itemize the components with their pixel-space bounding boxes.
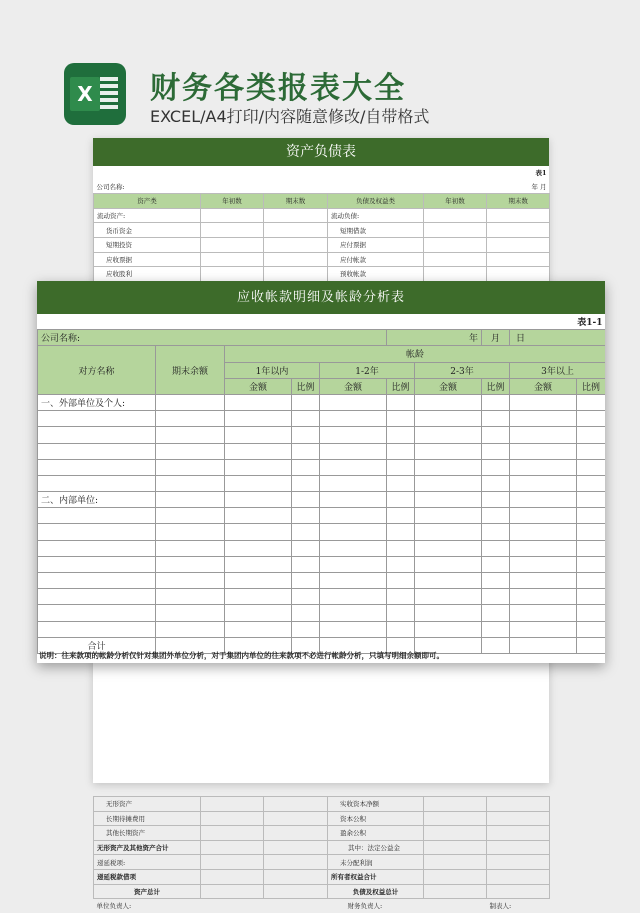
cell[interactable] — [320, 605, 387, 621]
cell[interactable] — [38, 621, 156, 637]
cell[interactable] — [387, 508, 415, 524]
cell[interactable] — [424, 826, 487, 841]
cell-label: 短期投资 — [94, 237, 201, 252]
cell[interactable] — [225, 605, 292, 621]
finance-head-label: 财务负责人: — [347, 902, 383, 911]
cell-label: 应付帐款 — [328, 252, 424, 267]
cell[interactable] — [415, 394, 482, 410]
section-label: 二、内部单位: — [38, 492, 156, 508]
cell[interactable] — [292, 508, 320, 524]
cell[interactable] — [264, 840, 328, 855]
cell[interactable] — [487, 223, 550, 238]
table-row — [38, 475, 606, 491]
cell[interactable] — [292, 524, 320, 540]
cell[interactable] — [577, 573, 606, 589]
cell[interactable] — [510, 589, 577, 605]
cell[interactable] — [577, 556, 606, 572]
cell[interactable] — [482, 394, 510, 410]
table-row — [94, 869, 550, 884]
cell[interactable] — [264, 884, 328, 899]
preparer-label: 制表人: — [489, 902, 512, 911]
cell[interactable] — [156, 508, 225, 524]
cell[interactable] — [38, 605, 156, 621]
cell-label: 资产总计 — [94, 884, 201, 899]
cell[interactable] — [424, 267, 487, 282]
cell[interactable] — [201, 826, 264, 841]
cell[interactable] — [510, 573, 577, 589]
cell[interactable] — [264, 223, 328, 238]
cell[interactable] — [387, 540, 415, 556]
cell[interactable] — [510, 605, 577, 621]
table-row — [38, 459, 606, 475]
table-row — [94, 855, 550, 870]
cell[interactable] — [387, 556, 415, 572]
cell-label: 其中：法定公益金 — [328, 840, 424, 855]
cell[interactable] — [225, 524, 292, 540]
column-header-balance: 期末余额 — [156, 346, 225, 395]
cell[interactable] — [415, 621, 482, 637]
ratio-header: 比例 — [482, 378, 510, 394]
table-row — [38, 621, 606, 637]
cell[interactable] — [387, 443, 415, 459]
cell[interactable] — [225, 394, 292, 410]
cell[interactable] — [577, 427, 606, 443]
cell[interactable] — [156, 475, 225, 491]
cell[interactable] — [415, 508, 482, 524]
cell[interactable] — [387, 475, 415, 491]
cell[interactable] — [225, 540, 292, 556]
cell[interactable] — [156, 524, 225, 540]
period-header: 1年以内 — [225, 362, 320, 378]
cell[interactable] — [225, 411, 292, 427]
cell-label: 未分配利润 — [328, 855, 424, 870]
amount-header: 金额 — [225, 378, 292, 394]
cell[interactable] — [510, 459, 577, 475]
cell[interactable] — [415, 540, 482, 556]
cell[interactable] — [225, 492, 292, 508]
cell[interactable] — [482, 605, 510, 621]
cell[interactable] — [487, 826, 550, 841]
table-row — [38, 492, 606, 508]
cell-label: 无形资产及其他资产合计 — [94, 840, 201, 855]
cell[interactable] — [320, 540, 387, 556]
cell[interactable] — [320, 459, 387, 475]
cell[interactable] — [577, 540, 606, 556]
cell-label: 应收股利 — [94, 267, 201, 282]
cell[interactable] — [292, 556, 320, 572]
cell[interactable] — [415, 459, 482, 475]
cell[interactable] — [487, 237, 550, 252]
column-header: 年初数 — [201, 194, 264, 209]
cell[interactable] — [264, 797, 328, 812]
amount-header: 金额 — [415, 378, 482, 394]
cell[interactable] — [415, 556, 482, 572]
cell[interactable] — [225, 443, 292, 459]
cell[interactable] — [415, 427, 482, 443]
cell[interactable] — [482, 427, 510, 443]
total-label: 合计 — [38, 637, 156, 653]
period-header: 2-3年 — [415, 362, 510, 378]
table-row — [38, 605, 606, 621]
cell[interactable] — [577, 524, 606, 540]
cell[interactable] — [156, 394, 225, 410]
cell-label: 预收帐款 — [328, 267, 424, 282]
cell[interactable] — [38, 475, 156, 491]
cell[interactable] — [387, 524, 415, 540]
cell[interactable] — [424, 252, 487, 267]
table-row — [38, 573, 606, 589]
cell-label: 流动负债: — [328, 208, 424, 223]
cell[interactable] — [320, 556, 387, 572]
cell[interactable] — [510, 637, 577, 653]
cell[interactable] — [156, 540, 225, 556]
cell[interactable] — [415, 605, 482, 621]
cell[interactable] — [38, 459, 156, 475]
cell[interactable] — [577, 394, 606, 410]
cell[interactable] — [510, 492, 577, 508]
aging-note: 说明：往来款项的帐龄分析仅针对集团外单位分析，对于集团内单位的往来款项不必进行帐龄分析，只填写明细余额即可。 — [39, 651, 444, 660]
cell[interactable] — [482, 637, 510, 653]
cell[interactable] — [482, 411, 510, 427]
cell[interactable] — [38, 540, 156, 556]
cell[interactable] — [387, 589, 415, 605]
cell-label: 递延税项: — [94, 855, 201, 870]
cell[interactable] — [424, 811, 487, 826]
cell[interactable] — [482, 443, 510, 459]
table-row — [94, 797, 550, 812]
cell[interactable] — [387, 394, 415, 410]
cell[interactable] — [482, 524, 510, 540]
cell[interactable] — [320, 589, 387, 605]
cell[interactable] — [415, 492, 482, 508]
cell-label: 无形资产 — [94, 797, 201, 812]
cell[interactable] — [156, 605, 225, 621]
cell[interactable] — [482, 508, 510, 524]
cell[interactable] — [292, 589, 320, 605]
table-row — [94, 811, 550, 826]
cell[interactable] — [487, 840, 550, 855]
cell[interactable] — [225, 427, 292, 443]
balance-sheet-top-table — [93, 166, 550, 282]
cell[interactable] — [487, 811, 550, 826]
cell[interactable] — [415, 411, 482, 427]
ratio-header: 比例 — [577, 378, 606, 394]
cell[interactable] — [38, 573, 156, 589]
table-row — [38, 589, 606, 605]
cell-label: 实收资本净额 — [328, 797, 424, 812]
cell[interactable] — [264, 811, 328, 826]
aging-sheet-title: 应收帐款明细及帐龄分析表 — [37, 281, 605, 314]
cell[interactable] — [510, 508, 577, 524]
cell[interactable] — [510, 621, 577, 637]
cell-label: 递延税款借项 — [94, 869, 201, 884]
cell[interactable] — [225, 508, 292, 524]
cell[interactable] — [225, 589, 292, 605]
table-row — [38, 556, 606, 572]
cell[interactable] — [201, 884, 264, 899]
period-header: 1-2年 — [320, 362, 415, 378]
cell[interactable] — [387, 621, 415, 637]
cell[interactable] — [225, 459, 292, 475]
aging-analysis-sheet — [37, 281, 605, 663]
cell[interactable] — [320, 475, 387, 491]
cell[interactable] — [292, 459, 320, 475]
column-header: 期末数 — [264, 194, 328, 209]
cell[interactable] — [510, 540, 577, 556]
cell[interactable] — [38, 508, 156, 524]
cell[interactable] — [201, 237, 264, 252]
cell[interactable] — [320, 427, 387, 443]
cell[interactable] — [387, 573, 415, 589]
table-row — [94, 208, 550, 223]
cell-label: 长期待摊费用 — [94, 811, 201, 826]
cell[interactable] — [320, 492, 387, 508]
cell[interactable] — [264, 267, 328, 282]
cell[interactable] — [156, 556, 225, 572]
cell[interactable] — [201, 267, 264, 282]
cell[interactable] — [482, 589, 510, 605]
balance-sheet-header-row — [94, 194, 550, 209]
cell[interactable] — [577, 508, 606, 524]
balance-sheet-title: 资产负债表 — [93, 138, 549, 166]
cell[interactable] — [387, 427, 415, 443]
cell[interactable] — [424, 840, 487, 855]
cell[interactable] — [320, 443, 387, 459]
section-label: 一、外部单位及个人: — [38, 394, 156, 410]
table-row — [38, 411, 606, 427]
cell[interactable] — [424, 884, 487, 899]
cell[interactable] — [320, 524, 387, 540]
cell[interactable] — [320, 411, 387, 427]
cell[interactable] — [487, 869, 550, 884]
cell[interactable] — [292, 411, 320, 427]
cell[interactable] — [320, 621, 387, 637]
cell[interactable] — [225, 556, 292, 572]
cell[interactable] — [156, 589, 225, 605]
cell[interactable] — [201, 797, 264, 812]
cell[interactable] — [387, 605, 415, 621]
signature-row — [94, 899, 550, 913]
cell[interactable] — [487, 267, 550, 282]
table-row — [94, 223, 550, 238]
cell[interactable] — [264, 826, 328, 841]
cell[interactable] — [510, 394, 577, 410]
cell[interactable] — [292, 621, 320, 637]
column-header: 年初数 — [424, 194, 487, 209]
cell[interactable] — [487, 855, 550, 870]
cell[interactable] — [510, 524, 577, 540]
page-title: 财务各类报表大全 — [150, 71, 406, 106]
amount-header: 金额 — [510, 378, 577, 394]
cell[interactable] — [510, 443, 577, 459]
cell[interactable] — [38, 556, 156, 572]
page-subtitle: EXCEL/A4打印/内容随意修改/自带格式 — [150, 107, 430, 126]
aging-table-no: 表1-1 — [510, 314, 606, 330]
cell[interactable] — [264, 869, 328, 884]
aging-table — [37, 314, 605, 654]
cell-label: 盈余公积 — [328, 826, 424, 841]
cell[interactable] — [424, 797, 487, 812]
cell[interactable] — [225, 621, 292, 637]
cell[interactable] — [292, 443, 320, 459]
cell-label: 资本公积 — [328, 811, 424, 826]
aging-company-label: 公司名称: — [38, 330, 387, 346]
cell-label: 流动资产: — [94, 208, 201, 223]
cell[interactable] — [201, 811, 264, 826]
aging-day-label: 日 — [510, 330, 606, 346]
cell-label: 其他长期资产 — [94, 826, 201, 841]
cell[interactable] — [264, 252, 328, 267]
aging-month-label: 月 — [482, 330, 510, 346]
cell[interactable] — [264, 237, 328, 252]
cell[interactable] — [320, 394, 387, 410]
cell[interactable] — [577, 459, 606, 475]
cell[interactable] — [415, 443, 482, 459]
cell[interactable] — [292, 492, 320, 508]
cell[interactable] — [201, 840, 264, 855]
cell[interactable] — [264, 208, 328, 223]
cell[interactable] — [38, 589, 156, 605]
table-row — [94, 826, 550, 841]
cell[interactable] — [38, 411, 156, 427]
cell[interactable] — [320, 573, 387, 589]
ratio-header: 比例 — [292, 378, 320, 394]
cell[interactable] — [156, 427, 225, 443]
cell[interactable] — [510, 411, 577, 427]
cell[interactable] — [510, 556, 577, 572]
cell[interactable] — [487, 208, 550, 223]
cell[interactable] — [292, 540, 320, 556]
cell[interactable] — [387, 459, 415, 475]
cell[interactable] — [387, 411, 415, 427]
table-row — [38, 394, 606, 410]
table-row — [38, 508, 606, 524]
unit-head-label: 单位负责人: — [96, 902, 132, 911]
cell[interactable] — [225, 475, 292, 491]
cell[interactable] — [424, 237, 487, 252]
column-header: 负债及权益类 — [328, 194, 424, 209]
cell-label: 货币资金 — [94, 223, 201, 238]
cell[interactable] — [577, 589, 606, 605]
cell[interactable] — [225, 573, 292, 589]
cell[interactable] — [38, 524, 156, 540]
balance-sheet-table-no: 表1 — [535, 169, 547, 178]
cell[interactable] — [424, 869, 487, 884]
cell[interactable] — [387, 492, 415, 508]
cell[interactable] — [201, 252, 264, 267]
cell[interactable] — [201, 855, 264, 870]
cell[interactable] — [156, 443, 225, 459]
cell[interactable] — [156, 621, 225, 637]
cell[interactable] — [577, 411, 606, 427]
cell[interactable] — [424, 208, 487, 223]
logo-letter: X — [70, 77, 100, 111]
cell[interactable] — [482, 475, 510, 491]
cell[interactable] — [482, 621, 510, 637]
aging-year-label: 年 — [387, 330, 482, 346]
cell[interactable] — [577, 637, 606, 653]
cell-label: 负债及权益总计 — [328, 884, 424, 899]
balance-sheet-company-label: 公司名称: — [96, 182, 125, 191]
cell[interactable] — [482, 540, 510, 556]
cell[interactable] — [482, 573, 510, 589]
excel-logo-icon — [64, 63, 126, 125]
cell[interactable] — [38, 427, 156, 443]
column-header-name: 对方名称 — [38, 346, 156, 395]
cell[interactable] — [415, 589, 482, 605]
cell[interactable] — [292, 394, 320, 410]
cell[interactable] — [577, 475, 606, 491]
cell[interactable] — [577, 605, 606, 621]
cell[interactable] — [201, 223, 264, 238]
cell[interactable] — [415, 524, 482, 540]
table-row — [38, 427, 606, 443]
column-header: 期末数 — [487, 194, 550, 209]
balance-sheet-date-label: 年 月 — [531, 182, 547, 191]
table-row — [94, 840, 550, 855]
cell[interactable] — [482, 459, 510, 475]
cell[interactable] — [292, 427, 320, 443]
cell[interactable] — [201, 869, 264, 884]
ratio-header: 比例 — [387, 378, 415, 394]
table-row — [94, 884, 550, 899]
cell[interactable] — [292, 573, 320, 589]
cell[interactable] — [487, 884, 550, 899]
cell-label: 短期借款 — [328, 223, 424, 238]
cell[interactable] — [292, 475, 320, 491]
cell[interactable] — [510, 427, 577, 443]
cell[interactable] — [156, 411, 225, 427]
cell[interactable] — [415, 573, 482, 589]
cell[interactable] — [577, 443, 606, 459]
cell[interactable] — [424, 855, 487, 870]
table-row — [38, 443, 606, 459]
amount-header: 金额 — [320, 378, 387, 394]
cell[interactable] — [487, 252, 550, 267]
table-row — [94, 237, 550, 252]
table-row — [38, 540, 606, 556]
cell[interactable] — [415, 475, 482, 491]
period-header: 3年以上 — [510, 362, 606, 378]
cell[interactable] — [577, 492, 606, 508]
cell[interactable] — [424, 223, 487, 238]
table-row — [38, 524, 606, 540]
cell[interactable] — [156, 573, 225, 589]
column-header-aging: 帐龄 — [225, 346, 606, 362]
cell[interactable] — [487, 797, 550, 812]
cell[interactable] — [482, 556, 510, 572]
cell[interactable] — [577, 621, 606, 637]
cell[interactable] — [320, 508, 387, 524]
cell[interactable] — [482, 492, 510, 508]
cell-label: 应付票据 — [328, 237, 424, 252]
cell[interactable] — [38, 443, 156, 459]
table-row — [94, 267, 550, 282]
column-header: 资产类 — [94, 194, 201, 209]
cell[interactable] — [201, 208, 264, 223]
balance-sheet-bottom-table — [93, 796, 550, 913]
cell-label: 所有者权益合计 — [328, 869, 424, 884]
logo-grid — [100, 77, 118, 111]
cell-label: 应收票据 — [94, 252, 201, 267]
cell[interactable] — [292, 605, 320, 621]
cell[interactable] — [510, 475, 577, 491]
table-row — [94, 252, 550, 267]
cell[interactable] — [264, 855, 328, 870]
cell[interactable] — [156, 459, 225, 475]
cell[interactable] — [156, 492, 225, 508]
